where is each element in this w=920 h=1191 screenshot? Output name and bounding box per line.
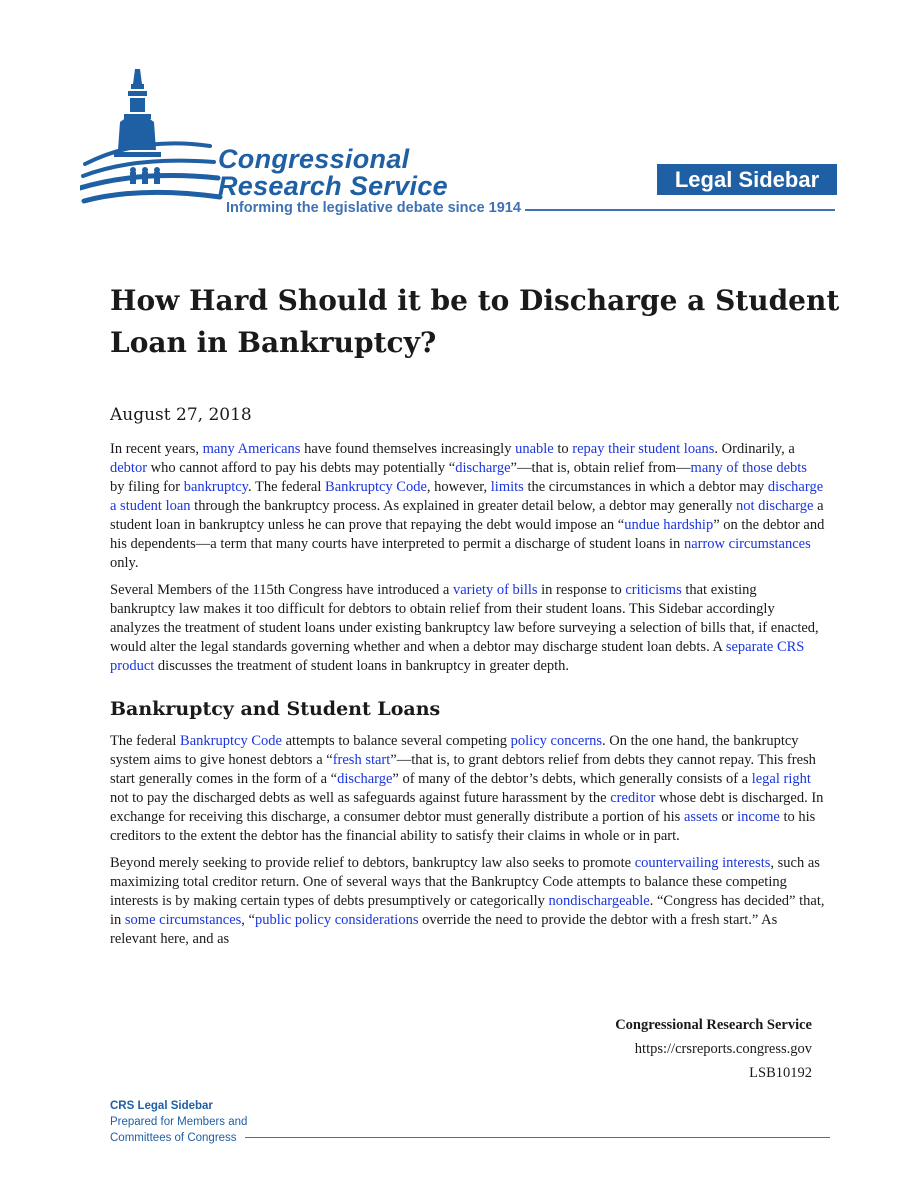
paragraph-text: whose debt is discharged. In exchange for receiving this discharge, a consumer debtor must generally distribute a portion of his (110, 790, 824, 825)
footer-line: Committees of Congress (110, 1132, 237, 1144)
crs-url[interactable]: https://crsreports.congress.gov (634, 1041, 812, 1057)
paragraph-text: who cannot afford to pay his debts may potentially “ (147, 460, 456, 476)
paragraph-text: to his creditors to the extent the debtor has the financial ability to satisfy their claims in whole or in part. (110, 809, 816, 844)
header-divider (525, 209, 835, 211)
inline-link[interactable]: income (737, 809, 780, 825)
paragraph-text: the circumstances in which a debtor may (523, 479, 768, 495)
paragraph (110, 581, 825, 676)
paragraph-text: . Ordinarily, a (714, 441, 795, 457)
inline-link[interactable]: many Americans (202, 441, 301, 457)
inline-link[interactable]: bankruptcy (183, 479, 248, 495)
paragraph-text: override the need to provide the debtor with a fresh start.” As relevant here, and as (110, 912, 778, 947)
inline-link[interactable]: narrow circumstances (683, 536, 811, 552)
paragraph-text: to (553, 441, 573, 457)
paragraph-text: , such as maximizing total creditor return. One of several ways that the Bankruptcy Code attempts to balance these competing interests is by making certain types of debts presumptively or categorically (110, 855, 820, 909)
paragraph-text: discusses the treatment of student loans in bankruptcy in greater depth. (154, 658, 570, 674)
inline-link[interactable]: countervailing interests (634, 855, 771, 871)
inline-link[interactable]: undue hardship (624, 517, 714, 533)
inline-link[interactable]: some circumstances (124, 912, 242, 928)
paragraph-text: ” on the debtor and his dependents—a term that many courts have interpreted to permit a discharge of student loans in (110, 517, 825, 552)
inline-link[interactable]: legal right (751, 771, 811, 787)
paragraph-text: ”—that is, to grant debtors relief from debts they cannot repay. This fresh start generally comes in the form of a “ (110, 752, 816, 787)
inline-link[interactable]: discharge (337, 771, 393, 787)
inline-link[interactable]: limits (490, 479, 524, 495)
article-body (110, 440, 825, 957)
paragraph-text: a student loan in bankruptcy unless he can prove that repaying the debt would impose an “ (110, 498, 824, 533)
brand-tagline: Informing the legislative debate since 1914 (226, 200, 521, 216)
intro-section (110, 440, 825, 676)
paragraph-text: have found themselves increasingly (300, 441, 516, 457)
paragraph-text: ” of many of the debtor’s debts, which generally consists of a (392, 771, 752, 787)
crs-logo (80, 64, 540, 224)
inline-link[interactable]: not discharge (736, 498, 814, 514)
legal-sidebar-badge: Legal Sidebar (657, 164, 837, 195)
inline-link[interactable]: public policy considerations (254, 912, 419, 928)
paragraph-text: . “Congress has decided” that, in (110, 893, 825, 928)
paragraph (110, 854, 825, 949)
inline-link[interactable]: discharge a student loan (110, 479, 824, 514)
paragraph (110, 440, 825, 573)
inline-link[interactable]: debtor (110, 460, 148, 476)
inline-link[interactable]: nondischargeable (548, 893, 650, 909)
inline-link[interactable]: repay their student loans (572, 441, 715, 457)
paragraph-text: . The federal (248, 479, 326, 495)
section-heading: Bankruptcy and Student Loans (110, 698, 441, 720)
inline-link[interactable]: criticisms (625, 582, 682, 598)
inline-link[interactable]: variety of bills (452, 582, 538, 598)
paragraph (110, 732, 825, 846)
section-body (110, 732, 825, 949)
inline-link[interactable]: separate CRS product (110, 639, 805, 674)
paragraph-text: that existing bankruptcy law makes it too difficult for debtors to obtain relief from their student loans. This Sidebar accordingly analyzes the treatment of student loans under existing bankruptcy law before surveying a selection of bills that, if enacted, would alter the legal standards governing whether and when a debtor may discharge student loan debts. A (110, 582, 819, 655)
inline-link[interactable]: fresh start (332, 752, 391, 768)
footer-divider (245, 1137, 830, 1138)
paragraph-text: not to pay the discharged debts as well as safeguards against future harassment by the (110, 790, 611, 806)
paragraph-text: , “ (241, 912, 255, 928)
footer (110, 1098, 247, 1146)
crs-name: Congressional Research Service (615, 1017, 812, 1033)
paragraph-text: only. (110, 555, 139, 571)
paragraph-text: In recent years, (110, 441, 203, 457)
paragraph-text: by filing for (110, 479, 184, 495)
inline-link[interactable]: Bankruptcy Code (325, 479, 427, 495)
inline-link[interactable]: many of those debts (690, 460, 807, 476)
brand-name-line1: Congressional (218, 144, 410, 174)
footer-title: CRS Legal Sidebar (110, 1100, 213, 1112)
report-id: LSB10192 (749, 1065, 812, 1081)
paragraph-text: Several Members of the 115th Congress have introduced a (110, 582, 453, 598)
publication-date: August 27, 2018 (110, 405, 252, 425)
paragraph-text: . On the one hand, the bankruptcy system aims to give honest debtors a “ (110, 733, 799, 768)
paragraph-text: The federal (110, 733, 181, 749)
paragraph-text: through the bankruptcy process. As explained in greater detail below, a debtor may generally (190, 498, 736, 514)
inline-link[interactable]: assets (683, 809, 718, 825)
inline-link[interactable]: Bankruptcy Code (180, 733, 282, 749)
paragraph-text: Beyond merely seeking to provide relief to debtors, bankruptcy law also seeks to promote (110, 855, 635, 871)
brand-name-line2: Research Service (218, 171, 448, 201)
inline-link[interactable]: creditor (610, 790, 656, 806)
paragraph-text: , however, (426, 479, 491, 495)
page-title: How Hard Should it be to Discharge a Student Loan in Bankruptcy? (110, 284, 840, 359)
paragraph-text: or (717, 809, 738, 825)
inline-link[interactable]: policy concerns (510, 733, 603, 749)
paragraph-text: in response to (537, 582, 626, 598)
paragraph-text: attempts to balance several competing (281, 733, 511, 749)
capitol-dome-icon (80, 64, 230, 214)
paragraph-text: ”—that is, obtain relief from— (510, 460, 691, 476)
inline-link[interactable]: unable (515, 441, 554, 457)
inline-link[interactable]: discharge (455, 460, 511, 476)
footer-line: Prepared for Members and (110, 1116, 248, 1128)
crs-info-block (615, 1013, 812, 1085)
